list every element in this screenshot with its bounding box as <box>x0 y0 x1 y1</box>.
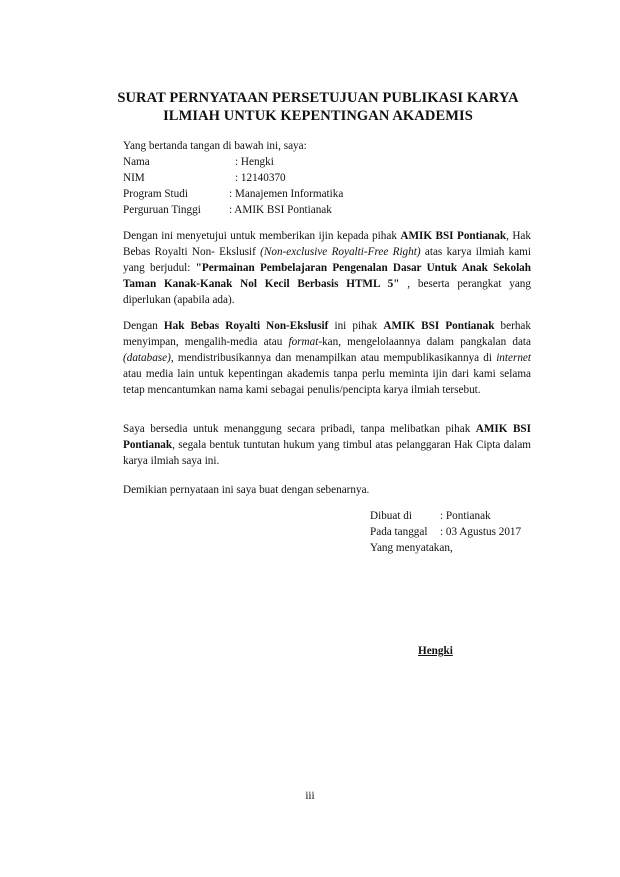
identity-value: : AMIK BSI Pontianak <box>229 204 332 216</box>
identity-value: : 12140370 <box>235 172 286 184</box>
license-term: Hak Bebas Royalti Non-Ekslusif <box>163 320 329 332</box>
institution-name: AMIK BSI Pontianak <box>123 423 531 451</box>
institution-name: AMIK BSI Pontianak <box>383 320 495 332</box>
closing-statement: Demikian pernyataan ini saya buat dengan sebenarnya. <box>123 484 370 496</box>
para1-text: Dengan ini menyetujui untuk memberikan ijin kepada pihak <box>123 230 401 242</box>
page-number: iii <box>305 790 315 802</box>
identity-label: Nama <box>123 156 150 168</box>
para1-text: , Hak Bebas Royalti Non- Ekslusif <box>123 230 531 258</box>
institution-name: AMIK BSI Pontianak <box>400 230 507 242</box>
italic-term: (database) <box>123 352 171 364</box>
identity-label: NIM <box>123 172 145 184</box>
date-value: : 03 Agustus 2017 <box>440 526 522 538</box>
para2-text: berhak menyimpan, mengalih-media atau <box>123 320 531 348</box>
para3-text: , segala bentuk tuntutan hukum yang timbul atas pelanggaran Hak Cipta dalam karya ilmiah saya ini. <box>123 439 531 467</box>
para3-text: Saya bersedia untuk menanggung secara pribadi, tanpa melibatkan pihak <box>123 423 476 435</box>
date-label: Pada tanggal <box>370 526 428 538</box>
italic-term: format <box>288 336 319 348</box>
identity-value: : Manajemen Informatika <box>229 188 344 200</box>
para2-text: atau media lain untuk kepentingan akademis tanpa perlu meminta ijin dari kami selama tetap mencantumkan nama kami sebagai penulis/pencipta karya ilmiah tersebut. <box>123 368 531 396</box>
para1-text: , beserta perangkat yang diperlukan (apabila ada). <box>123 278 531 306</box>
paragraph-liability <box>123 421 531 469</box>
paragraph-rights <box>123 318 531 398</box>
italic-term: internet <box>496 352 531 364</box>
statement-label: Yang menyatakan, <box>370 542 453 554</box>
para2-text: -kan, mengelolaannya dalam pangkalan data <box>318 336 531 348</box>
identity-value: : Hengki <box>235 156 274 168</box>
license-term-en: (Non-exclusive Royalti-Free Right) <box>260 246 421 258</box>
identity-label: Perguruan Tinggi <box>123 204 201 216</box>
document-title-line-2: ILMIAH UNTUK KEPENTINGAN AKADEMIS <box>163 108 473 124</box>
para2-text: ini pihak <box>328 320 384 332</box>
para2-text: , mendistribusikannya dan menampilkan atau mempublikasikannya di <box>170 352 497 364</box>
intro-text: Yang bertanda tangan di bawah ini, saya: <box>123 140 307 152</box>
work-title: "Permainan Pembelajaran Pengenalan Dasar Untuk Anak Sekolah Taman Kanak-Kanak Nol Kecil Berbasis HTML 5" <box>123 262 531 290</box>
document-title-line-1: SURAT PERNYATAAN PERSETUJUAN PUBLIKASI KARYA <box>117 90 519 106</box>
signer-name: Hengki <box>418 645 453 657</box>
place-label: Dibuat di <box>370 510 412 522</box>
identity-label: Program Studi <box>123 188 188 200</box>
para2-text: Dengan <box>123 320 164 332</box>
place-value: : Pontianak <box>440 510 491 522</box>
para1-text: atas karya ilmiah kami yang berjudul: <box>123 246 531 274</box>
paragraph-consent <box>123 228 531 308</box>
